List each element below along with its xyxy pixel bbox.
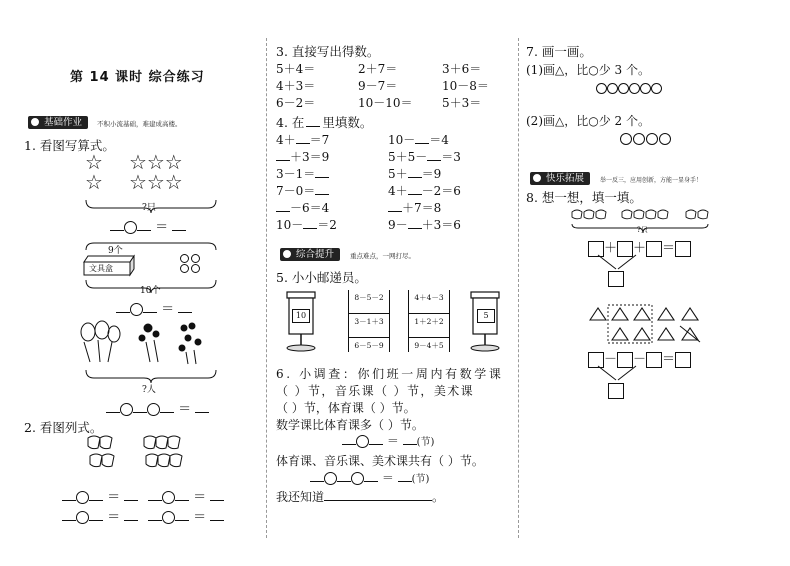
answer-blank[interactable] [175, 500, 189, 501]
q6-equation-1: ＝ (节) [342, 432, 434, 449]
q7-label: 7. 画一画。 [526, 44, 592, 59]
pencil-box-label: 文具盒 [89, 264, 113, 273]
letter-card[interactable]: 3－1＋3 [349, 313, 389, 327]
mailbox-number: 10 [292, 309, 310, 323]
equation-row-3: ＝ [106, 398, 209, 417]
cartoon-badge-icon [30, 117, 40, 127]
section-motto: 举一反三，应用创新，方能一显身手！ [600, 177, 703, 184]
ball-icon [180, 254, 189, 263]
answer-blank[interactable] [116, 312, 130, 313]
answer-blank[interactable] [369, 444, 383, 445]
q6-line-1: 6. 小调查：你们班一周内有数学课 [276, 367, 504, 381]
q3-item[interactable]: 10－8＝ [442, 79, 489, 93]
ball-icon [180, 264, 189, 273]
section-banner-basic [28, 116, 88, 129]
letter-card[interactable]: 6－5－9 [349, 337, 389, 351]
operator-circle[interactable] [351, 472, 364, 485]
answer-blank[interactable] [403, 444, 417, 445]
answer-blank[interactable] [408, 194, 422, 195]
answer-blank[interactable] [62, 520, 76, 521]
operator-circle[interactable] [130, 303, 143, 316]
answer-blank[interactable] [178, 312, 192, 313]
star-grid-right [129, 152, 183, 192]
q3-row [276, 61, 489, 78]
q6-line-5: 体育课、音乐课、美术课共有（ ）节。 [276, 454, 484, 468]
answer-box[interactable] [608, 271, 624, 287]
q4-grid: 4＋ ＝7 10－ ＝4 ＋3＝9 5＋5－ ＝3 3－1＝ 5＋ ＝9 7－0＝ 4＋ －2＝6 －6＝4 ＋7＝8 10－ ＝2 9－ ＋3＝6 [276, 133, 461, 232]
q3-row [276, 95, 489, 112]
operator-circle[interactable] [120, 403, 133, 416]
q4-label-blank [306, 126, 320, 127]
star-icon: ☆ [85, 150, 103, 174]
section-banner-label: 综合提升 [296, 249, 335, 260]
answer-blank[interactable] [160, 412, 174, 413]
bird-picture [86, 434, 196, 474]
q6-line-6-end: 。 [432, 490, 445, 504]
q5-label: 5. 小小邮递员。 [276, 270, 367, 285]
people-picture [76, 318, 216, 366]
answer-blank[interactable] [337, 481, 351, 482]
answer-blank[interactable] [364, 481, 378, 482]
brace-note-1: ?只 [142, 203, 156, 213]
circle-icon [596, 83, 607, 94]
q8-sum-box-1 [608, 268, 624, 287]
answer-blank[interactable] [195, 412, 209, 413]
brace-note-2: 9个 [108, 246, 123, 256]
circle-row-2 [620, 128, 671, 147]
brace-note-3: 10个 [140, 286, 161, 296]
star-icon: ☆ [85, 170, 103, 194]
q3-item[interactable]: 4＋3＝ [276, 79, 316, 93]
q8-equation-1: ＋ ＋ ＝ [588, 237, 691, 257]
circle-icon [646, 133, 658, 145]
answer-blank[interactable] [310, 481, 324, 482]
q3-item[interactable]: 3＋6＝ [442, 62, 482, 76]
q1-label: 1. 看图写算式。 [24, 138, 115, 153]
page-title: 第 14 课时 综合练习 [70, 70, 205, 85]
letter-card[interactable]: 9－4＋5 [409, 337, 449, 351]
answer-blank[interactable] [315, 194, 329, 195]
answer-blank[interactable] [175, 520, 189, 521]
q3-item[interactable]: 6－2＝ [276, 96, 316, 110]
q2-label: 2. 看图列式。 [24, 420, 103, 435]
q3-item[interactable]: 5＋4＝ [276, 62, 316, 76]
letter-card[interactable]: 1＋2＋2 [409, 313, 449, 327]
answer-blank[interactable] [210, 520, 224, 521]
star-column-left [85, 152, 103, 192]
q3-item[interactable]: 2＋7＝ [358, 62, 398, 76]
letter-card[interactable]: 4＋4－3 [414, 293, 444, 302]
answer-blank[interactable] [62, 500, 76, 501]
circle-icon [659, 133, 671, 145]
answer-blank[interactable] [148, 520, 162, 521]
q7-part-1: (1)画△，比○少 3 个。 [526, 63, 650, 77]
operator-circle[interactable] [162, 491, 175, 504]
answer-blank[interactable] [137, 230, 151, 231]
section-banner-comprehensive [280, 248, 340, 261]
q6-line-6-head: 我还知道 [276, 490, 325, 504]
circle-icon [651, 83, 662, 94]
cartoon-badge-icon [282, 249, 292, 259]
q2-equation-3: ＝ [62, 506, 138, 525]
answer-blank[interactable] [315, 177, 329, 178]
q2-equation-1: ＝ [62, 486, 138, 505]
unit-label: (节) [416, 437, 435, 448]
q3-item[interactable]: 9－7＝ [358, 79, 398, 93]
answer-blank[interactable] [415, 143, 429, 144]
answer-blank[interactable] [143, 312, 157, 313]
answer-blank[interactable] [388, 211, 402, 212]
q6-line-2: （ ）节，音乐课（ ）节，美术课 [276, 384, 475, 398]
operator-circle[interactable] [324, 472, 337, 485]
operator-circle[interactable] [147, 403, 160, 416]
answer-blank[interactable] [408, 177, 422, 178]
brace-note-4: ?人 [142, 385, 156, 395]
section-banner-extension [530, 172, 590, 185]
answer-blank[interactable] [427, 160, 441, 161]
section-motto: 不积小流基础，难建成高楼。 [97, 120, 182, 128]
q4-label-tail: 里填数。 [322, 115, 373, 130]
operator-circle[interactable] [76, 491, 89, 504]
operator-circle[interactable] [356, 435, 369, 448]
answer-blank[interactable] [89, 500, 103, 501]
operator-circle[interactable] [124, 221, 137, 234]
circle-row-1 [596, 78, 662, 97]
q8-equation-2: － － ＝ [588, 348, 691, 368]
equation-row-2: ＝ [116, 298, 192, 317]
q7-part-2: (2)画△，比○少 2 个。 [526, 114, 650, 128]
unit-label: (节) [411, 474, 430, 485]
section-motto: 重点难点，一网打尽。 [350, 252, 415, 260]
answer-blank[interactable] [276, 211, 290, 212]
circle-icon [633, 133, 645, 145]
operator-circle[interactable] [162, 511, 175, 524]
q8-sum-box-2 [608, 380, 624, 399]
free-answer-line[interactable] [324, 500, 432, 501]
answer-blank[interactable] [133, 412, 147, 413]
q3-item[interactable]: 10－10＝ [358, 96, 413, 110]
circle-icon [620, 133, 632, 145]
answer-blank[interactable] [398, 481, 412, 482]
q4-label [276, 113, 372, 131]
q6-line-6 [276, 488, 444, 505]
answer-box[interactable] [675, 352, 691, 368]
star-row: ☆☆☆ [128, 170, 183, 194]
answer-blank[interactable] [148, 500, 162, 501]
answer-box[interactable] [608, 383, 624, 399]
section-banner-label: 基础作业 [44, 117, 83, 128]
brace-note-q8: ?只 [637, 226, 648, 234]
answer-blank[interactable] [276, 160, 290, 161]
q3-grid [276, 61, 489, 112]
section-banner-label: 快乐拓展 [546, 173, 585, 184]
ball-group [180, 254, 200, 273]
q3-item[interactable]: 5＋3＝ [442, 96, 482, 110]
answer-blank[interactable] [172, 230, 186, 231]
q3-row [276, 78, 489, 95]
ball-icon [191, 254, 200, 263]
answer-blank[interactable] [89, 520, 103, 521]
operator-circle[interactable] [76, 511, 89, 524]
circle-icon [618, 83, 629, 94]
circle-icon [640, 83, 651, 94]
letter-card-stack [408, 290, 450, 352]
cartoon-badge-icon [532, 173, 542, 183]
mailbox-number: 5 [477, 309, 495, 323]
q6-line-3: （ ）节，体育课（ ）节。 [276, 401, 416, 415]
triangle-group-picture [588, 304, 710, 344]
q8-label: 8. 想一想，填一填。 [526, 190, 642, 205]
star-row: ☆☆☆ [128, 150, 183, 174]
answer-blank[interactable] [210, 500, 224, 501]
answer-blank[interactable] [296, 143, 310, 144]
equation-row-1: ＝ [110, 216, 186, 235]
answer-blank[interactable] [342, 444, 356, 445]
q2-equation-2: ＝ [148, 486, 224, 505]
answer-blank[interactable] [106, 412, 120, 413]
answer-blank[interactable] [124, 520, 138, 521]
answer-blank[interactable] [110, 230, 124, 231]
circle-icon [629, 83, 640, 94]
ball-icon [191, 264, 200, 273]
q2-equation-4: ＝ [148, 506, 224, 525]
bird-icon [88, 436, 114, 467]
star-group [85, 152, 183, 192]
answer-blank[interactable] [303, 228, 317, 229]
brace-2 [84, 240, 218, 252]
answer-box[interactable] [675, 241, 691, 257]
q6-line-4: 数学课比体育课多（ ）节。 [276, 418, 424, 432]
circle-icon [607, 83, 618, 94]
q4-label-head: 4. 在 [276, 115, 305, 130]
letter-card-stack [348, 290, 390, 352]
answer-blank[interactable] [408, 228, 422, 229]
letter-card[interactable]: 8－5－2 [354, 293, 384, 302]
answer-blank[interactable] [124, 500, 138, 501]
q6-equation-2: ＝ (节) [310, 469, 429, 486]
q3-label: 3. 直接写出得数。 [276, 44, 380, 59]
